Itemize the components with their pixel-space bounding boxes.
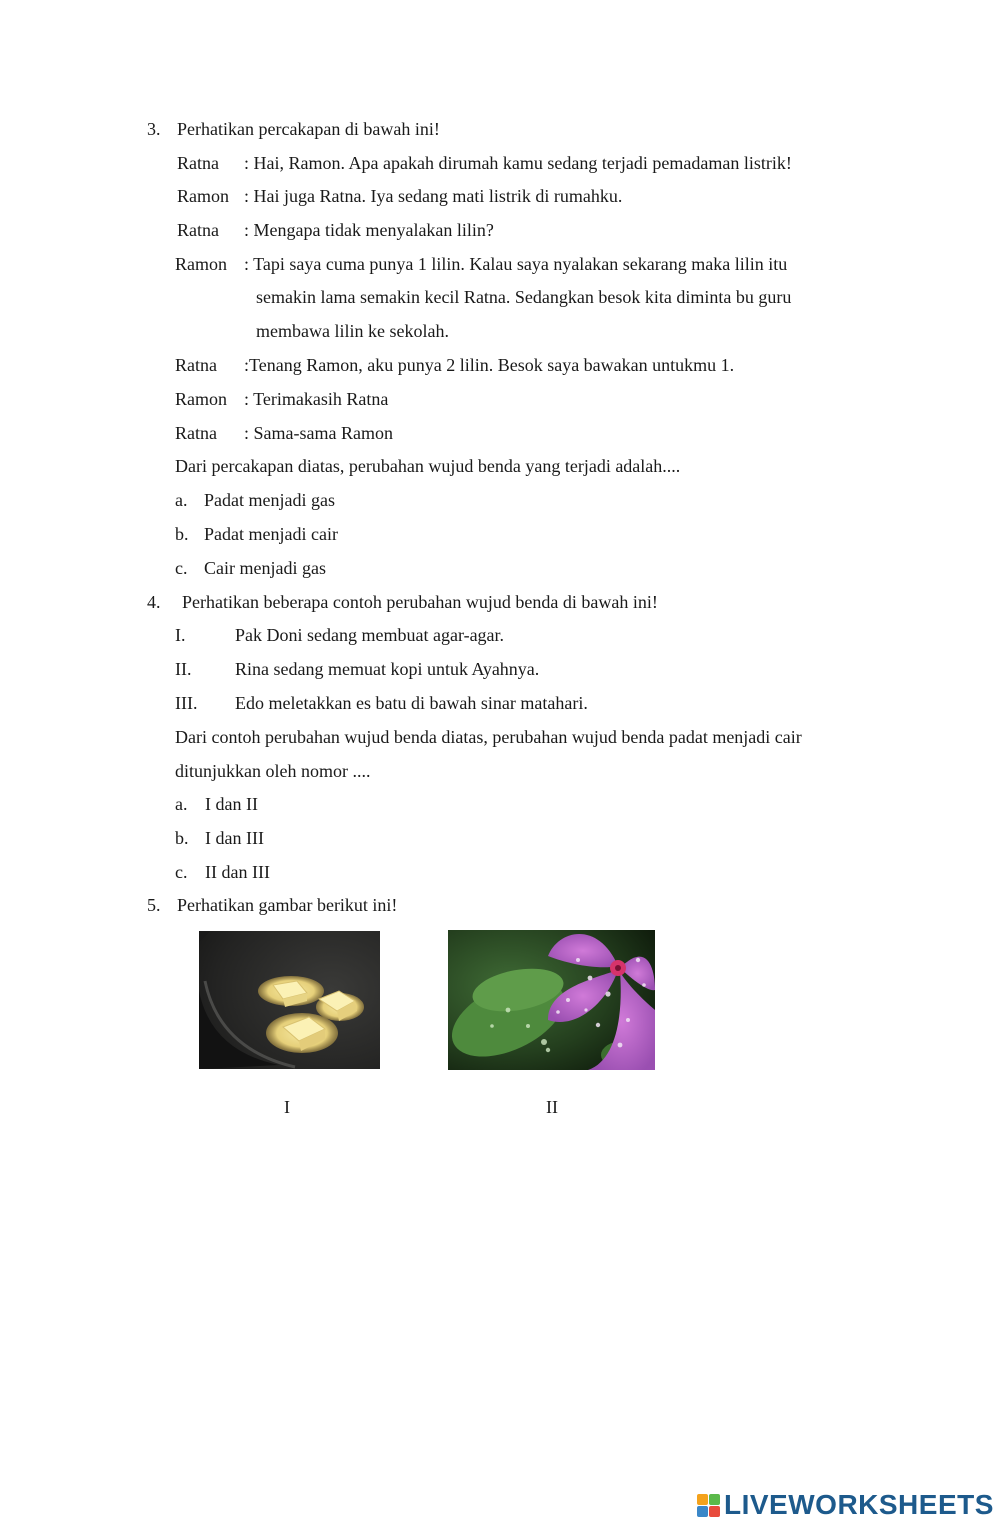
item-roman: II. [175, 659, 192, 679]
option-letter: a. [175, 794, 188, 814]
item-roman: I. [175, 625, 186, 645]
option-letter: a. [175, 490, 188, 510]
option-text[interactable]: Padat menjadi cair [204, 524, 338, 544]
option-text[interactable]: II dan III [205, 862, 270, 882]
flower-dew-image [448, 930, 655, 1070]
option-letter: b. [175, 524, 189, 544]
dialog-speaker: Ratna [175, 423, 217, 443]
image-caption: II [546, 1097, 558, 1117]
q5-prompt: Perhatikan gambar berikut ini! [177, 895, 398, 915]
dialog-text: : Hai, Ramon. Apa apakah dirumah kamu sedang terjadi pemadaman listrik! [244, 153, 792, 173]
brand-name: LIVEWORKSHEETS [724, 1489, 994, 1520]
q3-prompt: Perhatikan percakapan di bawah ini! [177, 119, 440, 139]
dialog-speaker: Ratna [175, 355, 217, 375]
butter-pan-image [199, 931, 380, 1069]
q4-question: Dari contoh perubahan wujud benda diatas, perubahan wujud benda padat menjadi cair [175, 727, 802, 747]
image-caption: I [284, 1097, 290, 1117]
q4-number: 4. [147, 592, 161, 612]
dialog-text: : Mengapa tidak menyalakan lilin? [244, 220, 494, 240]
dialog-text: :Tenang Ramon, aku punya 2 lilin. Besok saya bawakan untukmu 1. [244, 355, 735, 375]
q3-question: Dari percakapan diatas, perubahan wujud benda yang terjadi adalah.... [175, 456, 681, 476]
option-letter: c. [175, 558, 188, 578]
q4-question-continued: ditunjukkan oleh nomor .... [175, 761, 371, 781]
option-text[interactable]: I dan II [205, 794, 258, 814]
dialog-speaker: Ramon [175, 254, 227, 274]
q3-number: 3. [147, 119, 161, 139]
option-text[interactable]: Cair menjadi gas [204, 558, 326, 578]
dialog-speaker: Ramon [177, 186, 229, 206]
dialog-text: : Tapi saya cuma punya 1 lilin. Kalau saya nyalakan sekarang maka lilin itu [244, 254, 788, 274]
dialog-speaker: Ramon [175, 389, 227, 409]
dialog-text: : Hai juga Ratna. Iya sedang mati listrik di rumahku. [244, 186, 623, 206]
item-text: Pak Doni sedang membuat agar-agar. [235, 625, 505, 645]
logo-mark-icon [697, 1494, 720, 1517]
dialog-text-continued: semakin lama semakin kecil Ratna. Sedangkan besok kita diminta bu guru [256, 287, 792, 307]
item-text: Edo meletakkan es batu di bawah sinar matahari. [235, 693, 588, 713]
q5-number: 5. [147, 895, 161, 915]
item-roman: III. [175, 693, 198, 713]
dialog-speaker: Ratna [177, 220, 219, 240]
item-text: Rina sedang memuat kopi untuk Ayahnya. [235, 659, 540, 679]
liveworksheets-logo[interactable] [697, 1488, 994, 1522]
q4-prompt: Perhatikan beberapa contoh perubahan wujud benda di bawah ini! [182, 592, 658, 612]
dialog-text-continued: membawa lilin ke sekolah. [256, 321, 449, 341]
dialog-text: : Terimakasih Ratna [244, 389, 389, 409]
option-text[interactable]: I dan III [205, 828, 264, 848]
dialog-text: : Sama-sama Ramon [244, 423, 393, 443]
dialog-speaker: Ratna [177, 153, 219, 173]
option-letter: c. [175, 862, 188, 882]
option-letter: b. [175, 828, 189, 848]
option-text[interactable]: Padat menjadi gas [204, 490, 335, 510]
